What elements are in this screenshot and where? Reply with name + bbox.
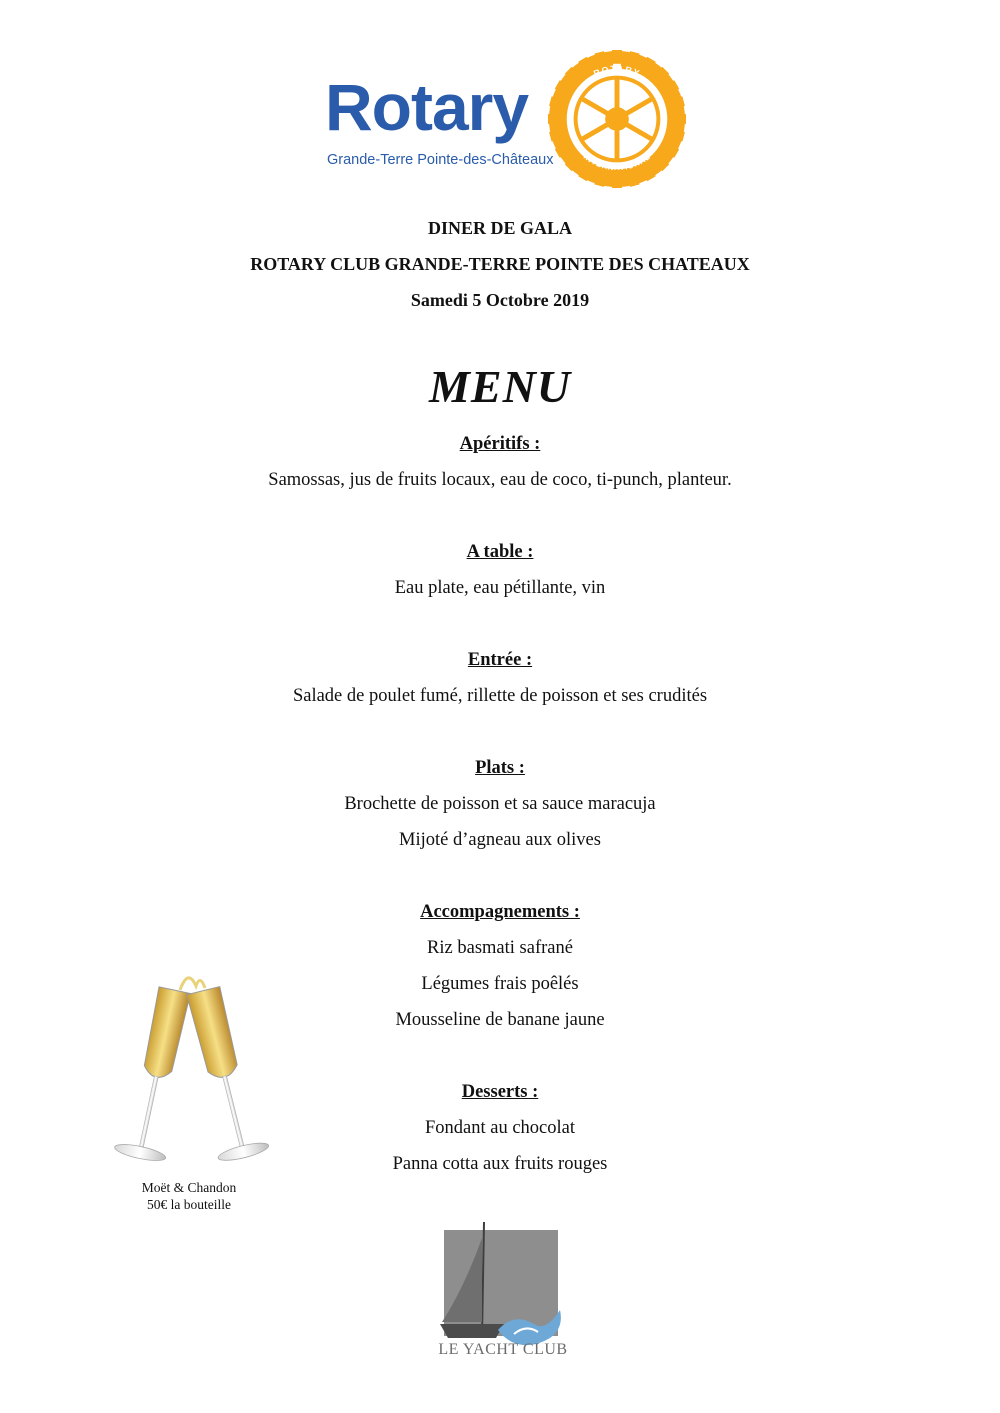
menu-item: Fondant au chocolat — [424, 1118, 575, 1138]
menu-item: Mousseline de banane jaune — [395, 1010, 605, 1030]
menu-item: Salade de poulet fumé, rillette de poisson et ses crudités — [292, 686, 708, 706]
event-title: DINER DE GALA — [427, 218, 573, 238]
menu-item: Samossas, jus de fruits locaux, eau de coco, ti-punch, planteur. — [268, 470, 732, 490]
menu-item: Panna cotta aux fruits rouges — [392, 1154, 608, 1174]
yacht-club-logo-text: LE YACHT CLUB — [438, 1341, 568, 1358]
wheel-top-text: ROTARY — [592, 63, 643, 79]
champagne-price: 50€ la bouteille — [147, 1197, 231, 1212]
menu-item: Riz basmati safrané — [427, 938, 573, 958]
rotary-logo-subtitle: Grande-Terre Pointe-des-Châteaux — [327, 152, 554, 168]
club-name: ROTARY CLUB GRANDE-TERRE POINTE DES CHATEAUX — [250, 254, 750, 274]
champagne-name: Moët & Chandon — [141, 1180, 237, 1195]
rotary-wheel-icon — [548, 50, 686, 188]
event-date: Samedi 5 Octobre 2019 — [410, 290, 590, 310]
menu-item: Eau plate, eau pétillante, vin — [394, 578, 606, 598]
section-title-aperitifs: Apéritifs : — [459, 434, 541, 454]
menu-title: MENU — [428, 361, 572, 412]
section-title-a-table: A table : — [466, 542, 534, 562]
rotary-logo-word: Rotary — [325, 70, 529, 144]
menu-item: Légumes frais poêlés — [421, 974, 579, 994]
menu-item: Mijoté d’agneau aux olives — [399, 830, 601, 850]
section-title-accompagnements: Accompagnements : — [420, 902, 580, 922]
section-title-entree: Entrée : — [467, 650, 533, 670]
champagne-glasses-icon — [110, 968, 275, 1178]
menu-item: Brochette de poisson et sa sauce maracuja — [344, 794, 656, 814]
section-title-plats: Plats : — [475, 758, 525, 778]
wheel-bottom-text: INTERNATIONAL — [581, 151, 653, 173]
section-title-desserts: Desserts : — [461, 1082, 539, 1102]
